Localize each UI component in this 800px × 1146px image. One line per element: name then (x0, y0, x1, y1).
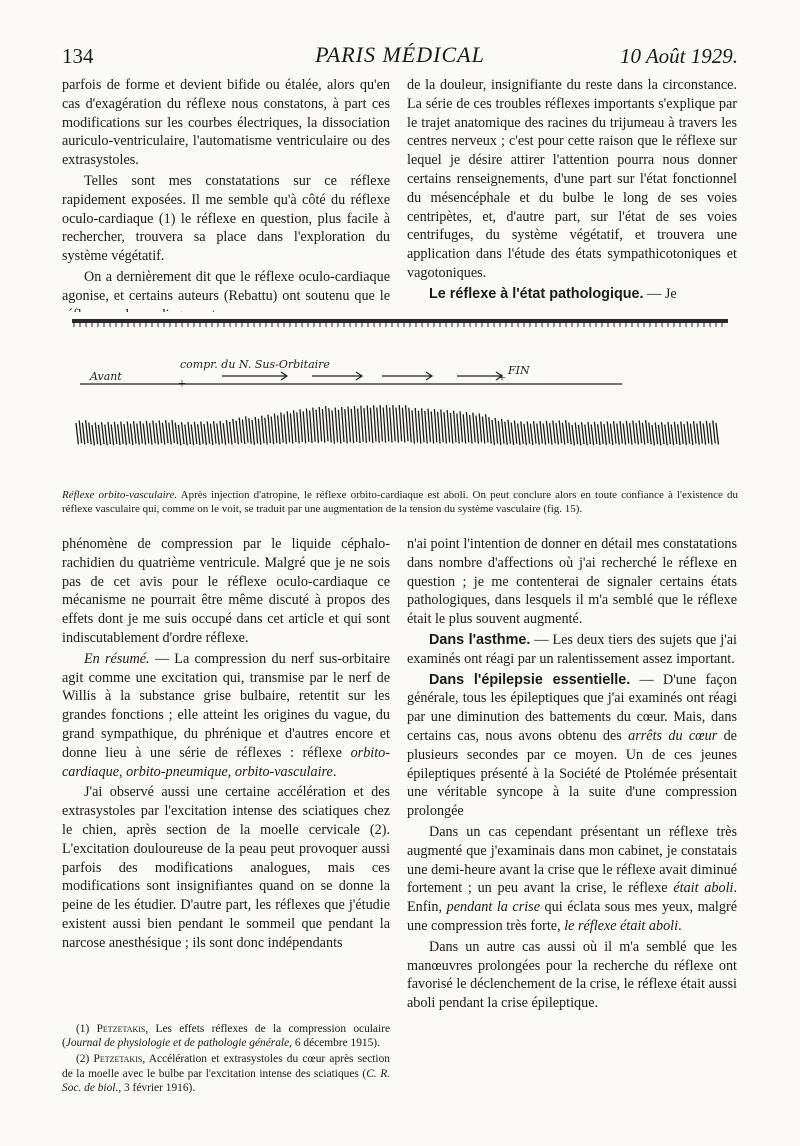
issue-date: 10 Août 1929. (619, 44, 738, 68)
resume-reflexes: orbito-cardiaque, orbito-pneumique, orbito-vasculaire (62, 744, 390, 780)
paragraph: Dans un autre cas aussi où il m'a semblé que les manœuvres prolongées pour la recherche du réflexe ont favorisé le déclenchement de la crise, le réflexe était aussi aboli pendant la crise épileptique. (407, 938, 737, 1012)
footnote-text: , Les effets réflexes de la compression oculaire ( (62, 1023, 391, 1050)
tracing-svg (62, 312, 738, 488)
text-cas: . Enfin, (407, 880, 737, 916)
heading-epilepsie: Dans l'épilepsie essentielle. (429, 671, 631, 688)
section-heading: Le réflexe à l'état pathologique. (429, 285, 644, 302)
page-number: 134 (62, 44, 94, 68)
text-cas-italic: était aboli (673, 880, 734, 897)
footnotes (62, 1022, 390, 1097)
plus-marker-start: + (178, 377, 186, 392)
resume-lead: En résumé. (84, 650, 150, 667)
footnote-end: , 6 décembre 1915). (289, 1037, 380, 1050)
paragraph-asthme (407, 631, 737, 669)
footnote-end: , 3 février 1916). (118, 1081, 196, 1094)
text-cas: qui éclata sous mes yeux, malgré une compression très forte, (407, 899, 737, 934)
resume-text: — La compression du nerf sus-orbitaire agit comme une excitation qui, transmise par le nerf de Willis à la substance grise bulbaire, retentit sur les grandes fonctions ; elle atteint les origines du vague, du grand sympathique, du phrénique et d'autres encore et donne lieu à une série de réflexes : réflexe (62, 650, 390, 761)
paragraph: phénomène de compression par le liquide céphalo-rachidien du quatrième ventricule. Malgré que je ne sois pas de cet avis pour le réflexe oculo-cardiaque ce mécanisme ne pourrait être même discuté à propos des effets dont je me suis occupé dans cet article et qui sont indiscutablement d'ordre réflexe. (62, 536, 390, 646)
page-header (62, 40, 738, 74)
text-cas-italic: pendant la crise (446, 899, 540, 916)
paragraph-tail: — Je (643, 285, 677, 302)
caption-text: Après injection d'atropine, le réflexe orbito-cardiaque est aboli. On peut conclure alors en toute confiance à l'existence du réflexe vasculaire qui, comme on le voit, se traduit par une augmentation de la tension du système vasculaire (fig. 15). (62, 489, 738, 515)
column-top-left (62, 76, 390, 324)
journal-title: PARIS MÉDICAL (315, 42, 485, 67)
paragraph-cas (407, 823, 737, 936)
footnote-journal: C. R. Soc. de biol. (62, 1067, 390, 1094)
heading-asthme: Dans l'asthme. (429, 631, 531, 648)
label-fin: FIN (508, 364, 530, 377)
label-avant: Avant (90, 370, 122, 383)
paragraph-epilepsie (407, 671, 737, 821)
footnote-journal: Journal de physiologie et de pathologie générale (65, 1037, 290, 1050)
text-cas-italic: le réflexe était aboli (564, 917, 679, 934)
paragraph: n'ai point l'intention de donner en détail mes constatations dans nombre d'affections où j'ai recherché le réflexe en question ; je me contenterai de signaler certains états pathologiques, dans lesquels il m'a semblé que le réflexe était le plus souvent augmenté. (407, 536, 737, 628)
column-bottom-right (407, 535, 737, 1013)
resume-end: . (332, 763, 337, 780)
text-epilepsie: — D'une façon générale, tous les épileptiques que j'ai examinés ont réagi par une diminution des battements du cœur. Mais, dans certains cas, nous avons obtenu des (407, 671, 738, 744)
figure-background (62, 312, 738, 488)
text-cas: Dans un cas cependant présentant un réflexe très augmenté que j'examinais dans mon cabinet, je constatais une demi-heure avant la crise que le réflexe avait diminué fortement ; un peu avant la crise, le réflexe (407, 823, 737, 897)
caption-title: Réflexe orbito-vasculaire. (62, 489, 178, 501)
paragraph-resume (62, 650, 390, 782)
label-compression: compr. du N. Sus-Orbitaire (180, 358, 330, 371)
time-marker-band (72, 319, 728, 323)
paragraph: Telles sont mes constatations sur ce réflexe rapidement exposées. Il me semble qu'à côté du réflexe oculo-cardiaque (1) le réflexe en question, plus facile à rechercher, trouvera sa place dans l'exploration du système végétatif. (62, 172, 390, 265)
column-bottom-left (62, 535, 390, 953)
text-epilepsie-italic: arrêts du cœur (628, 727, 718, 744)
footnote-1: (1) Petzetakis, Les effets réflexes de la compression oculaire (Journal de physiologie et de pathologie générale, 6 décembre 1915). (62, 1023, 391, 1050)
paragraph: On a dernièrement dit que le réflexe oculo-cardiaque agonise, et certains auteurs (Rebattu) ont soutenu que le (62, 268, 390, 304)
section-heading-paragraph (407, 285, 737, 304)
paragraph: parfois de forme et devient bifide ou étalée, alors qu'en cas d'exagération du réflexe nous constatons, à part ces modifications sur les courbes électriques, la dissociation auriculo-ventriculaire, l'automatisme ventriculaire ou des extrasystoles. (62, 77, 390, 169)
footnote-text: , Accélération et extrasystoles du cœur après section de la moelle avec le bulbe par l'excitation intense des sciatiques ( (62, 1053, 390, 1080)
paragraph: J'ai observé aussi une certaine accélération et des extrasystoles par l'excitation intense des sciatiques chez le chien, après section de la moelle cervicale (2). L'excitation douloureuse de la peau peut provoquer aussi parfois des modifications analogues, mais ces modifications sont insignifiantes quand on se donne la peine de les étudier. D'autre part, les réflexes que j'étudie existent aussi bien pendant le sommeil que pendant la narcose anesthésique ; ils sont donc indépendants (62, 784, 390, 951)
footnote-author: Petzetakis (93, 1053, 143, 1066)
text-cas: . (678, 917, 682, 934)
footnote-2: (2) Petzetakis, Accélération et extrasystoles du cœur après section de la moelle avec le bulbe par l'excitation intense des sciatiques (C. R. Soc. de biol., 3 février 1916). (62, 1053, 390, 1094)
footnote-author: Petzetakis (96, 1023, 146, 1035)
text-asthme: — Les deux tiers des sujets que j'ai examinés ont réagi par un ralentissement assez important. (407, 631, 737, 667)
plus-marker-end: + (498, 371, 506, 386)
column-top-right (407, 76, 737, 304)
paragraph: de la douleur, insignifiante du reste dans la circonstance. La série de ces troubles réflexes importants s'explique par le trajet anatomique des racines du trijumeau à travers les centres nerveux ; c'est pour cette raison que le réflexe sur lequel je désire attirer l'attention pourra nous donner certains renseignements, d'une part sur l'état fonctionnel du mésencéphale et du bulbe le long de ses voies centripètes, et, d'autre part, sur l'état de ses voies centrifuges, du système végétatif, et trouvera une application dans l'étude des états sympathicotoniques et vagotoniques. (407, 77, 737, 281)
figure-caption (62, 488, 738, 516)
text-epilepsie-end: de plusieurs secondes par ce moyen. Un de ces jeunes épileptiques présenté à la Société de Ptolémée présentait une véritable syncope à la suite d'une compression prolongée (407, 727, 737, 820)
figure-tracing (62, 312, 738, 492)
